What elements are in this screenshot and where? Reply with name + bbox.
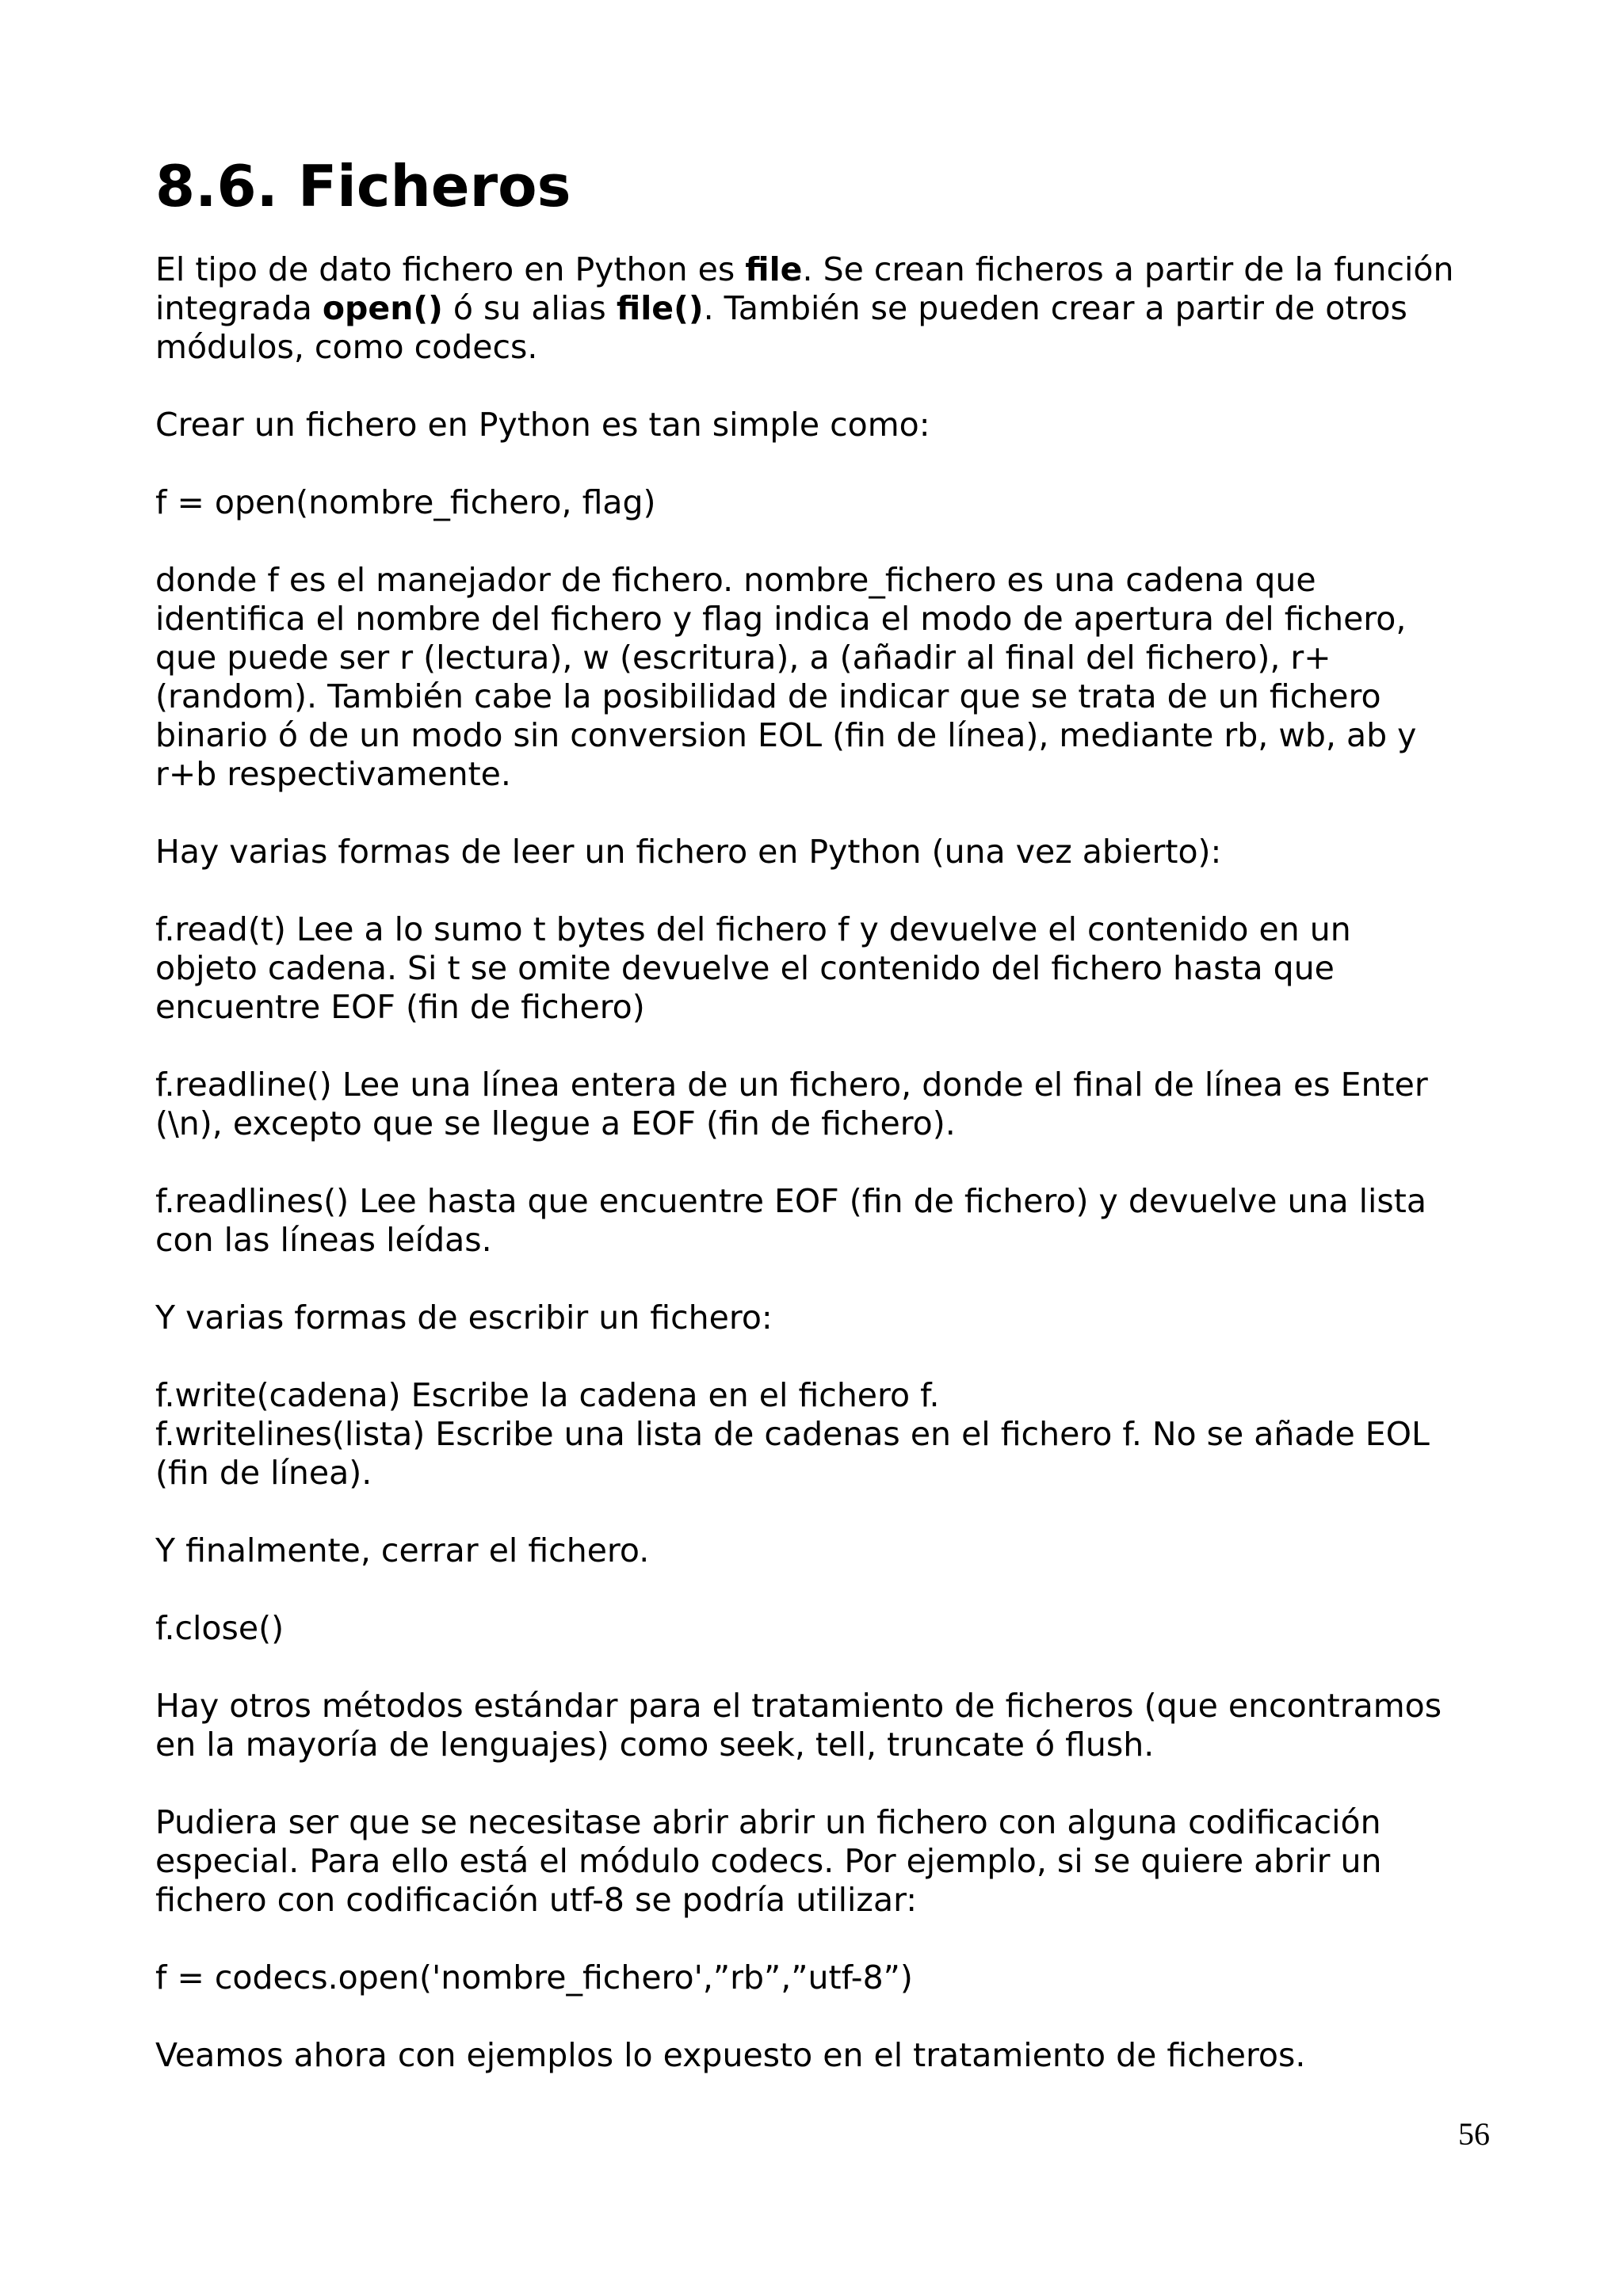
codecs-description: Pudiera ser que se necesitase abrir abrir un fichero con alguna codificación especial. Para ello está el módulo codecs. Por ejemplo, si se quiere abrir un fichero con codificación utf-8 se podría utilizar: [155,1803,1382,1919]
create-intro: Crear un fichero en Python es tan simple como: [155,406,930,444]
keyword-file: file [745,250,803,288]
page-number: 56 [1458,2116,1490,2152]
intro-paragraph [155,250,1495,367]
keyword-open: open() [322,289,443,327]
page-content [155,151,1495,2075]
section-title: 8.6. Ficheros [155,153,571,219]
write-intro: Y varias formas de escribir un fichero: [155,1299,773,1337]
intro-line-3: módulos, como codecs. [155,328,538,366]
flag-description: donde f es el manejador de fichero. nombre_fichero es una cadena que identifica el nombre del fichero y flag indica el modo de apertura del fichero, que puede ser r (lectura), w (escritura), a (añadir al final del fichero), r+ (random). También cabe la posibilidad de indicar que se trata de un fichero binario ó de un modo sin conversion EOL (fin de línea), mediante rb, wb, ab y r+b respectivamente. [155,561,1417,793]
readlines-description: f.readlines() Lee hasta que encuentre EOF (fin de fichero) y devuelve una lista con las líneas leídas. [155,1182,1426,1259]
readline-description: f.readline() Lee una línea entera de un fichero, donde el final de línea es Enter (\n), excepto que se llegue a EOF (fin de fichero). [155,1066,1428,1142]
closing-sentence: Veamos ahora con ejemplos lo expuesto en el tratamiento de ficheros. [155,2036,1306,2074]
read-description: f.read(t) Lee a lo sumo t bytes del fichero f y devuelve el contenido en un objeto cadena. Si t se omite devuelve el contenido del fichero hasta que encuentre EOF (fin de fichero) [155,910,1351,1026]
create-code: f = open(nombre_fichero, flag) [155,483,656,521]
write-description: f.write(cadena) Escribe la cadena en el fichero f. [155,1376,940,1414]
codecs-code: f = codecs.open('nombre_fichero',”rb”,”utf-8”) [155,1958,913,1997]
read-intro: Hay varias formas de leer un fichero en Python (una vez abierto): [155,833,1222,871]
writelines-description: f.writelines(lista) Escribe una lista de cadenas en el fichero f. No se añade EOL (fin de línea). [155,1415,1430,1492]
intro-line-1: El tipo de dato fichero en Python es file. Se crean ficheros a partir de la función [155,250,1454,288]
intro-line-2: integrada open() ó su alias file(). También se pueden crear a partir de otros [155,289,1407,327]
close-code: f.close() [155,1609,285,1647]
other-methods: Hay otros métodos estándar para el tratamiento de ficheros (que encontramos en la mayoría de lenguajes) como seek, tell, truncate ó flush. [155,1687,1442,1764]
close-intro: Y finalmente, cerrar el fichero. [155,1531,650,1569]
keyword-file-func: file() [616,289,704,327]
